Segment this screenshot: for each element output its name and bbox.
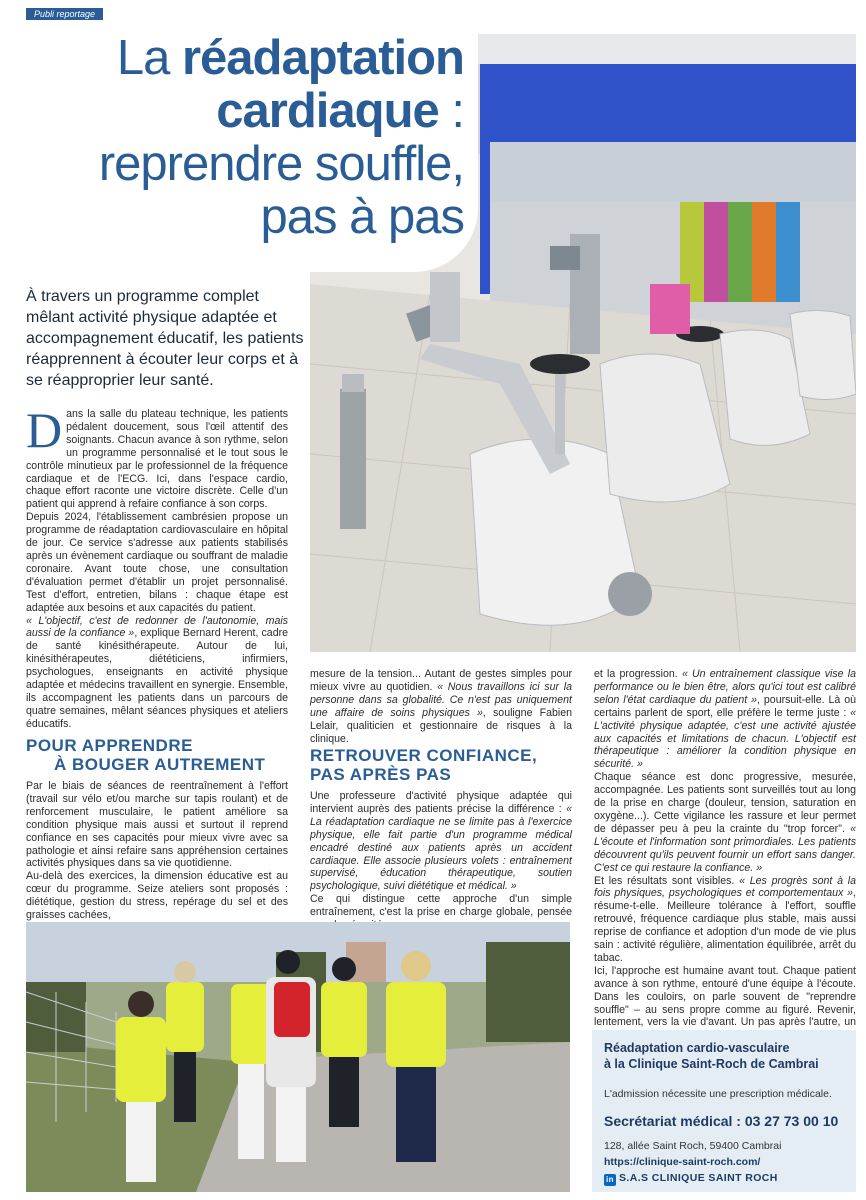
website-link[interactable]: https://clinique-saint-roch.com/ bbox=[604, 1156, 761, 1168]
drop-cap: D bbox=[26, 402, 63, 458]
linkedin-link[interactable]: in S.A.S CLINIQUE SAINT ROCH bbox=[604, 1172, 778, 1186]
secretariat-phone: Secrétariat médical : 03 27 73 00 10 bbox=[604, 1113, 839, 1129]
column-1: Dans la salle du plateau technique, les patients pédalent doucement, sous l'œil attentif des soignants. Chacun avance à son rythme, selon un programme personnalisé et le tout sous le contrôle minutieux par le professionnel de la fréquence cardiaque et de l'ECG. Ici, dans l'espace cardio, chaque effort raconte une victoire discrète. Celle d'un patient qui apprend à refaire confiance à son corps. Depuis 2024, l'établissement cambrésien propose un programme de réadaptation cardiovasculaire en hôpital de jour. Ce service s'adresse aux patients stabilisés après un évènement cardiaque ou souffrant de maladie coronaire. Avant toute chose, une consultation d'évaluation permet d'établir un projet personnalisé. Test d'effort, entretien, bilans : chaque étape est adaptée aux besoins et aux capacités du patient. « L'objectif, c'est de redonner de l'autonomie, mais aussi de la confiance », explique Bernard Herent, cadre de santé kinésithérapeute. Autour de lui, kinésithérapeutes, diététiciens, infirmiers, psychologues, enseignants en activité physique adaptée et médecins travaillent en synergie. Ensemble, ils accompagnent les patients dans un parcours de quatre semaines, mêlant séances physiques et ateliers éducatifs. bbox=[26, 402, 289, 730]
info-title: Réadaptation cardio-vasculaire à la Clinique Saint-Roch de Cambrai bbox=[604, 1041, 819, 1071]
column-2a: mesure de la tension... Autant de gestes simples pour mieux vivre au quotidien. « Nous travaillons ici sur la personne dans sa globalité. Ce n'est pas uniquement une affaire de soins physiques », souligne Fabien Lelair, qualiticien et gestionnaire de risques à la clinique. bbox=[310, 668, 572, 745]
subheading-bouger: POUR APPRENDRE À BOUGER AUTREMENT bbox=[26, 736, 266, 774]
walking-photo bbox=[26, 922, 570, 1192]
subheading-confiance: RETROUVER CONFIANCE, PAS APRÈS PAS bbox=[310, 746, 538, 784]
page-title: La réadaptation cardiaque : reprendre souffle, pas à pas bbox=[98, 31, 464, 244]
address: 128, allée Saint Roch, 59400 Cambrai bbox=[604, 1140, 782, 1152]
linkedin-icon: in bbox=[604, 1174, 616, 1186]
column-2b: Une professeure d'activité physique adaptée qui intervient auprès des patients précise la différence : « La réadaptation cardiaque ne se limite pas à l'exercice physique, elle fait partie d'un programme médical encadré destiné aux patients après un accident cardiaque. Elle associe plusieurs volets : entraînement supervisé, éducation thérapeutique, soutien psychologique, suivi diététique et médical. » Ce qui distingue cette approche d'un simple entraînement, c'est la prise en charge globale, pensée bbox=[310, 790, 572, 919]
admission-note: L'admission nécessite une prescription médicale. bbox=[604, 1088, 832, 1100]
section-tag: Publi reportage bbox=[26, 8, 103, 20]
lead-paragraph: À travers un programme complet mêlant activité physique adaptée et accompagnement éducatif, les patients réapprennent à écouter leur corps et à se réapproprier leur santé. bbox=[26, 288, 304, 389]
column-1b: Par le biais de séances de reentraînement à l'effort (travail sur vélo et/ou marche sur tapis roulant) et de renforcement musculaire, le patient améliore sa condition physique mais aussi et surtout il reprend confiance en ses capacités pour mieux vivre avec sa pathologie et ainsi refaire sans appréhension certaines activités physiques dans sa vie quotidienne. Au-delà des exercices, la dimension éducative est au cœur du programme. Seize ateliers sont proposés : diététique, gestion du stress, repérage du sel et des graisses cachées, bbox=[26, 780, 288, 922]
info-box bbox=[592, 1030, 856, 1192]
title-box bbox=[0, 26, 478, 272]
column-3: et la progression. « Un entraînement classique vise la performance ou le bien être, alors qu'ici tout est calibré selon l'état cardiaque du patient », poursuit-elle. Là où certains parlent de sport, elle préfère le terme juste : « L'activité physique adaptée, c'est une activité ajustée aux capacités et limitations de chacun. L'objectif est thérapeutique : améliorer la condition physique en sécurité. » Chaque séance est donc progressive, mesurée, accompagnée. Les patients sont surveillés tout au long de la prise en charge (douleur, tension, saturation en oxygène...). Cette vigilance les rassure et leur permet de dépasser peu à peu la crainte du "trop forcer". « L'écoute et l'information sont primordiales. Les patients découvrent qu'ils peuvent fournir un effort sans danger. C'est ce qui restaure la confiance. » Et les résultats sont visibles. « Les progrès sont à la fois physiques, psychologiques et comportementaux », résume-t-elle. Meilleure tolérance à l'effort, souffle retrouvé, fréquence cardiaque plus stable, mais aussi reprise de confiance et adoption d'un mode de vie plus sain : activité régulière, alimentation équilibrée, arrêt du tabac. Ici, l'approche est humaine avant tout. Chaque patient avance à son rythme, entouré d'une équipe à l'écoute. Dans les couloirs, on parle souvent de "reprendre souffle" – au sens propre comme au figuré. Revenir, lentement, vers la vie d'avant. Un pas après l'autre, un bbox=[594, 668, 856, 1029]
